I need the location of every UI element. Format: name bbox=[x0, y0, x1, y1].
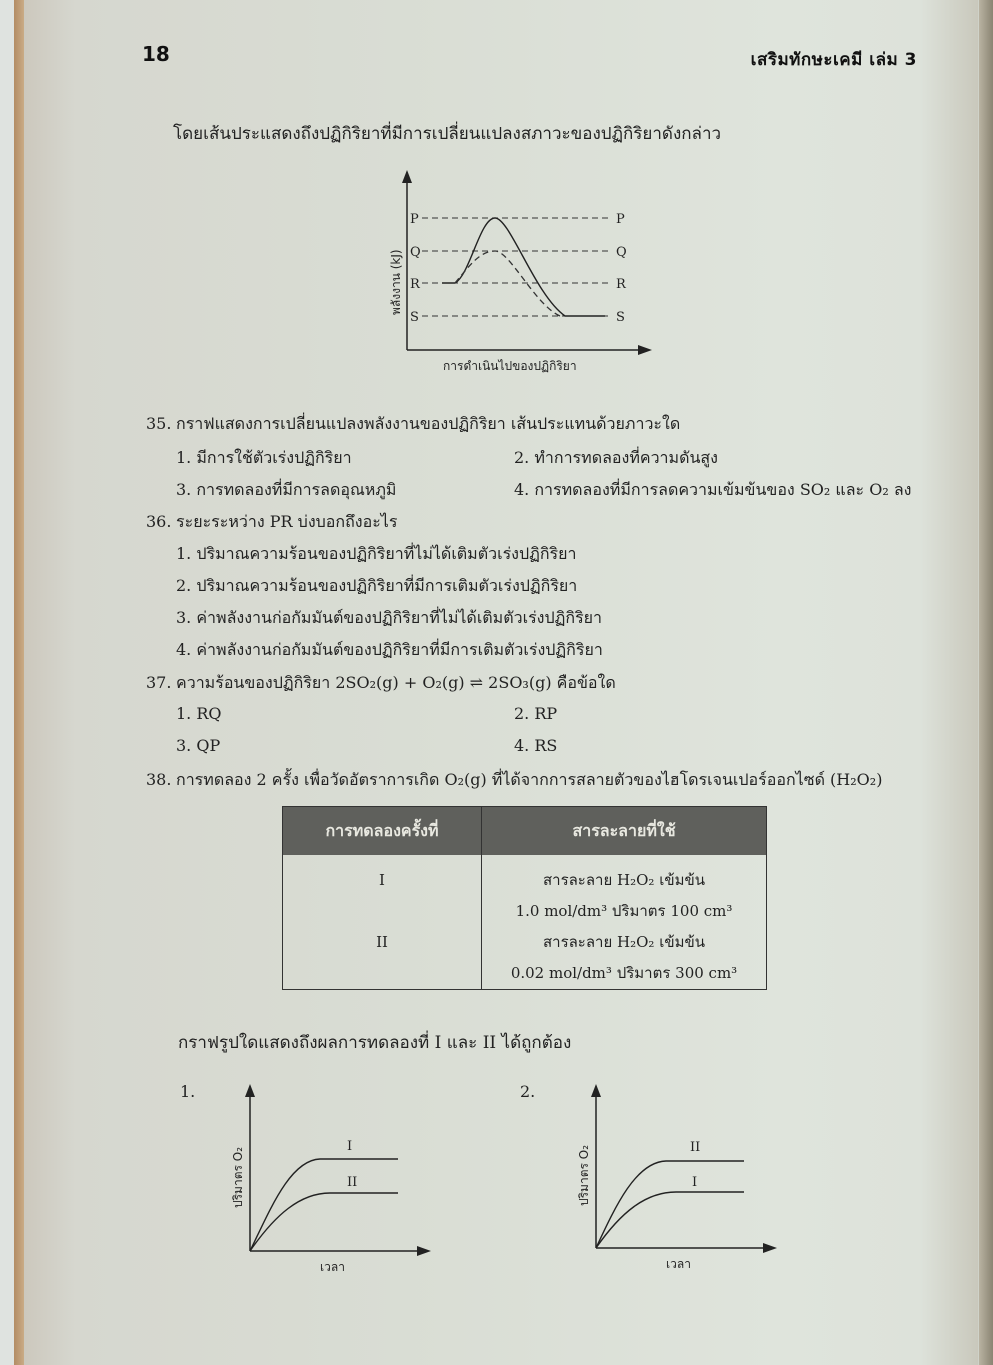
y-axis-arrow-icon bbox=[245, 1084, 255, 1097]
reaction-equation: 2SO₂(g) + O₂(g) ⇌ 2SO₃(g) bbox=[335, 673, 552, 692]
svg-text:II: II bbox=[690, 1140, 701, 1155]
svg-text:S: S bbox=[410, 310, 419, 325]
svg-text:ปริมาตร O₂: ปริมาตร O₂ bbox=[231, 1146, 245, 1208]
y-axis-arrow-icon bbox=[402, 170, 412, 183]
y-axis-arrow-icon bbox=[591, 1084, 601, 1097]
q37-option-3[interactable]: 3. QP bbox=[176, 736, 221, 755]
trial-2-solution: สารละลาย H₂O₂ เข้มข้น bbox=[542, 933, 705, 951]
svg-text:เวลา: เวลา bbox=[666, 1257, 691, 1271]
trial-1-label: I bbox=[379, 871, 385, 889]
experiment-table bbox=[282, 806, 767, 990]
table-row bbox=[283, 855, 767, 990]
svg-text:P: P bbox=[410, 212, 419, 227]
graph-option-1-label[interactable]: 1. bbox=[180, 1082, 196, 1101]
svg-text:S: S bbox=[616, 310, 625, 325]
q35-option-2[interactable]: 2. ทำการทดลองที่ความดันสูง bbox=[514, 448, 718, 467]
graph-option-2-label[interactable]: 2. bbox=[520, 1082, 536, 1101]
q37-option-2[interactable]: 2. RP bbox=[514, 704, 558, 723]
svg-text:ปริมาตร O₂: ปริมาตร O₂ bbox=[577, 1144, 591, 1206]
table-header-trial: การทดลองครั้งที่ bbox=[283, 807, 482, 856]
x-axis-arrow-icon bbox=[638, 345, 652, 355]
q36-option-2[interactable]: 2. ปริมาณความร้อนของปฏิกิริยาที่มีการเติมตัวเร่งปฏิกิริยา bbox=[176, 576, 578, 595]
svg-text:I: I bbox=[692, 1175, 698, 1190]
svg-text:Q: Q bbox=[410, 245, 421, 260]
x-axis-label: การดำเนินไปของปฏิกิริยา bbox=[443, 359, 577, 373]
x-axis-arrow-icon bbox=[417, 1246, 431, 1256]
question-37: 37. ความร้อนของปฏิกิริยา 2SO₂(g) + O₂(g) ⇌ 2SO₃(g) คือข้อใด bbox=[146, 673, 616, 692]
x-axis-arrow-icon bbox=[763, 1243, 777, 1253]
svg-text:P: P bbox=[616, 212, 625, 227]
y-axis-label: พลังงาน (kJ) bbox=[389, 249, 403, 315]
q36-option-4[interactable]: 4. ค่าพลังงานก่อกัมมันต์ของปฏิกิริยาที่มีการเติมตัวเร่งปฏิกิริยา bbox=[176, 640, 603, 659]
q35-option-4[interactable]: 4. การทดลองที่มีการลดความเข้มข้นของ SO₂ และ O₂ ลง bbox=[514, 480, 912, 499]
q36-option-3[interactable]: 3. ค่าพลังงานก่อกัมมันต์ของปฏิกิริยาที่ไม่ได้เติมตัวเร่งปฏิกิริยา bbox=[176, 608, 603, 627]
svg-text:I: I bbox=[347, 1139, 353, 1154]
trial-2-label: II bbox=[376, 933, 388, 951]
page-edge-right bbox=[979, 0, 993, 1365]
svg-text:II: II bbox=[347, 1175, 358, 1190]
graph-prompt: กราฟรูปใดแสดงถึงผลการทดลองที่ I และ II ได้ถูกต้อง bbox=[178, 1033, 572, 1053]
svg-text:เวลา: เวลา bbox=[320, 1260, 345, 1274]
q35-option-3[interactable]: 3. การทดลองที่มีการลดอุณหภูมิ bbox=[176, 480, 397, 499]
running-title: เสริมทักษะเคมี เล่ม 3 bbox=[750, 50, 917, 70]
q35-option-1[interactable]: 1. มีการใช้ตัวเร่งปฏิกิริยา bbox=[176, 448, 352, 467]
page-number: 18 bbox=[142, 42, 170, 66]
graph-option-1[interactable] bbox=[220, 1080, 440, 1275]
book-spine bbox=[14, 0, 24, 1365]
svg-text:R: R bbox=[410, 277, 420, 292]
graph-option-2[interactable] bbox=[566, 1080, 786, 1275]
q37-option-1[interactable]: 1. RQ bbox=[176, 704, 222, 723]
table-header-solution: สารละลายที่ใช้ bbox=[482, 807, 767, 856]
trial-1-solution: สารละลาย H₂O₂ เข้มข้น bbox=[542, 871, 705, 889]
q36-option-1[interactable]: 1. ปริมาณความร้อนของปฏิกิริยาที่ไม่ได้เติมตัวเร่งปฏิกิริยา bbox=[176, 544, 577, 563]
uncatalyzed-curve bbox=[442, 218, 605, 316]
intro-text: โดยเส้นประแสดงถึงปฏิกิริยาที่มีการเปลี่ยนแปลงสภาวะของปฏิกิริยาดังกล่าว bbox=[173, 124, 722, 144]
q37-option-4[interactable]: 4. RS bbox=[514, 736, 558, 755]
energy-profile-diagram bbox=[370, 165, 670, 380]
svg-text:Q: Q bbox=[616, 245, 627, 260]
trial-1-concentration: 1.0 mol/dm³ ปริมาตร 100 cm³ bbox=[515, 902, 733, 920]
svg-text:R: R bbox=[616, 277, 626, 292]
question-36: 36. ระยะระหว่าง PR บ่งบอกถึงอะไร bbox=[146, 512, 398, 531]
question-38: 38. การทดลอง 2 ครั้ง เพื่อวัดอัตราการเกิด O₂(g) ที่ได้จากการสลายตัวของไฮโดรเจนเปอร์ออกไซด์ (H₂O₂) bbox=[146, 770, 883, 789]
trial-2-concentration: 0.02 mol/dm³ ปริมาตร 300 cm³ bbox=[510, 964, 738, 982]
question-35: 35. กราฟแสดงการเปลี่ยนแปลงพลังงานของปฏิกิริยา เส้นประแทนด้วยภาวะใด bbox=[146, 414, 681, 433]
